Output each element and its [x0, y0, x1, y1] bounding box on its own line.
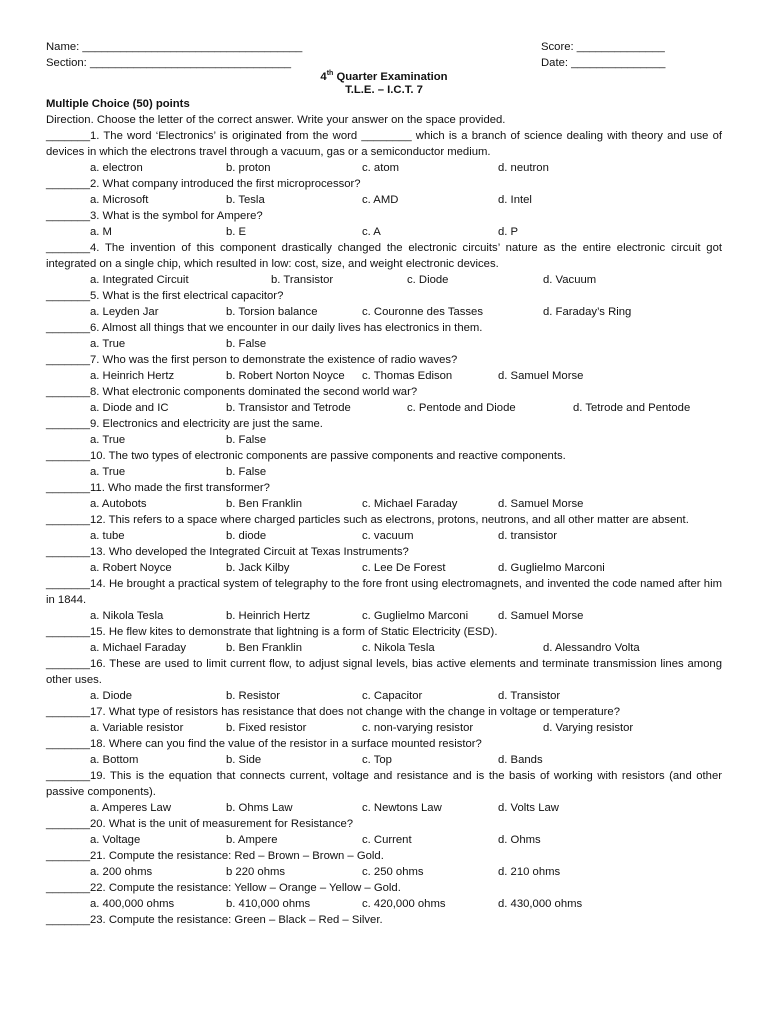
question-text: _______1. The word ‘Electronics’ is originated from the word ________ which is a branch of science dealing with theory and use of devices in which the electrons travel through a vacuum, gas or a semiconductor medium.	[46, 130, 722, 158]
answer-option: a. True	[90, 434, 126, 446]
question-text: _______16. These are used to limit current flow, to adjust signal levels, bias active elements and terminate transmission lines among other uses.	[46, 658, 722, 686]
answer-option: b. E	[226, 226, 247, 238]
answer-option: a. True	[90, 338, 126, 350]
answer-option: d. Samuel Morse	[498, 370, 584, 382]
answer-option: b. Tesla	[226, 194, 265, 206]
answer-options	[46, 896, 722, 912]
question-block	[46, 128, 722, 176]
answer-options	[46, 304, 722, 320]
question-text: _______15. He flew kites to demonstrate that lightning is a form of Static Electricity (ESD).	[46, 626, 498, 638]
answer-option: a. Diode and IC	[90, 402, 169, 414]
answer-option: b. Ampere	[226, 834, 278, 846]
section-title: Multiple Choice (50) points	[46, 98, 190, 110]
answer-option: b. False	[226, 434, 267, 446]
answer-option: a. Heinrich Hertz	[90, 370, 175, 382]
answer-options	[46, 560, 722, 576]
question-block	[46, 656, 722, 704]
answer-option: c. Capacitor	[362, 690, 423, 702]
question-block	[46, 480, 722, 512]
question-text: _______18. Where can you find the value of the resistor in a surface mounted resistor?	[46, 738, 482, 750]
answer-option: a. Amperes Law	[90, 802, 172, 814]
question-text: _______9. Electronics and electricity are just the same.	[46, 418, 323, 430]
answer-option: d. Guglielmo Marconi	[498, 562, 605, 574]
question-text: _______20. What is the unit of measurement for Resistance?	[46, 818, 354, 830]
answer-option: a. Leyden Jar	[90, 306, 159, 318]
answer-option: d. Varying resistor	[543, 722, 634, 734]
answer-option: b. False	[226, 338, 267, 350]
question-block	[46, 512, 722, 544]
answer-option: a. tube	[90, 530, 125, 542]
answer-option: c. vacuum	[362, 530, 414, 542]
answer-option: b 220 ohms	[226, 866, 286, 878]
answer-option: a. Bottom	[90, 754, 139, 766]
name-field: Name: ___________________________________	[46, 41, 303, 53]
question-text: _______5. What is the first electrical capacitor?	[46, 290, 284, 302]
question-text: _______2. What company introduced the first microprocessor?	[46, 178, 361, 190]
answer-option: a. True	[90, 466, 126, 478]
answer-options	[46, 528, 722, 544]
answer-option: b. Robert Norton Noyce	[226, 370, 345, 382]
answer-options	[46, 752, 722, 768]
answer-option: d. Faraday’s Ring	[543, 306, 632, 318]
answer-option: d. P	[498, 226, 519, 238]
answer-option: a. Robert Noyce	[90, 562, 172, 574]
question-block	[46, 704, 722, 736]
question-block	[46, 736, 722, 768]
answer-option: c. Pentode and Diode	[407, 402, 516, 414]
answer-option: b. Ohms Law	[226, 802, 293, 814]
answer-options	[46, 368, 722, 384]
question-block	[46, 576, 722, 624]
answer-option: b. diode	[226, 530, 267, 542]
exam-subject: T.L.E. – I.C.T. 7	[345, 84, 423, 96]
answer-option: c. Lee De Forest	[362, 562, 446, 574]
direction-text: Direction. Choose the letter of the correct answer. Write your answer on the space provided.	[46, 114, 506, 126]
answer-option: d. Tetrode and Pentode	[573, 402, 691, 414]
answer-option: d. Samuel Morse	[498, 498, 584, 510]
answer-option: c. Guglielmo Marconi	[362, 610, 469, 622]
answer-option: a. Diode	[90, 690, 133, 702]
answer-option: d. Intel	[498, 194, 532, 206]
answer-option: d. Bands	[498, 754, 543, 766]
answer-option: a. electron	[90, 162, 143, 174]
answer-option: b. Transistor and Tetrode	[226, 402, 351, 414]
question-text: _______12. This refers to a space where charged particles such as electrons, protons, neutrons, and all other matter are absent.	[46, 514, 689, 526]
answer-option: c. Newtons Law	[362, 802, 442, 814]
answer-option: b. Heinrich Hertz	[226, 610, 311, 622]
answer-option: a. M	[90, 226, 112, 238]
answer-option: c. Nikola Tesla	[362, 642, 435, 654]
answer-option: a. Microsoft	[90, 194, 149, 206]
answer-options	[46, 272, 722, 288]
answer-option: b. Resistor	[226, 690, 280, 702]
answer-option: d. neutron	[498, 162, 549, 174]
question-block	[46, 288, 722, 320]
answer-option: d. 210 ohms	[498, 866, 561, 878]
answer-option: d. Alessandro Volta	[543, 642, 640, 654]
answer-options	[46, 800, 722, 816]
answer-options	[46, 832, 722, 848]
answer-options	[46, 608, 722, 624]
answer-options	[46, 464, 722, 480]
answer-option: a. Integrated Circuit	[90, 274, 189, 286]
question-block	[46, 352, 722, 384]
answer-option: c. Diode	[407, 274, 449, 286]
answer-options	[46, 160, 722, 176]
exam-content	[46, 96, 722, 928]
answer-option: c. Couronne des Tasses	[362, 306, 483, 318]
answer-options	[46, 720, 722, 736]
answer-options	[46, 400, 722, 416]
question-text: _______6. Almost all things that we encounter in our daily lives has electronics in them.	[46, 322, 483, 334]
answer-option: d. 430,000 ohms	[498, 898, 583, 910]
answer-option: c. Top	[362, 754, 392, 766]
answer-option: a. Michael Faraday	[90, 642, 187, 654]
question-text: _______10. The two types of electronic components are passive components and reactive components.	[46, 450, 566, 462]
question-text: _______22. Compute the resistance: Yellow – Orange – Yellow – Gold.	[46, 882, 401, 894]
answer-option: b. Ben Franklin	[226, 642, 302, 654]
question-block	[46, 880, 722, 912]
score-field: Score: ______________	[541, 41, 665, 53]
answer-option: c. A	[362, 226, 381, 238]
question-text: _______3. What is the symbol for Ampere?	[46, 210, 263, 222]
answer-option: c. Thomas Edison	[362, 370, 453, 382]
answer-option: d. Ohms	[498, 834, 541, 846]
question-text: _______13. Who developed the Integrated Circuit at Texas Instruments?	[46, 546, 409, 558]
answer-option: c. 420,000 ohms	[362, 898, 446, 910]
question-block	[46, 416, 722, 448]
answer-option: a. Voltage	[90, 834, 141, 846]
question-block	[46, 624, 722, 656]
answer-options	[46, 224, 722, 240]
question-block	[46, 544, 722, 576]
question-text: _______4. The invention of this component drastically changed the electronic circuits’ nature as the entire electronic circuit got integrated on a single chip, which resulted in low: cost, size, and weight electronic devices.	[46, 242, 722, 270]
answer-option: b. 410,000 ohms	[226, 898, 311, 910]
exam-title: 4th Quarter Examination	[320, 70, 448, 83]
date-field: Date: _______________	[541, 57, 666, 69]
question-text: _______23. Compute the resistance: Green – Black – Red – Silver.	[46, 914, 383, 926]
answer-option: d. transistor	[498, 530, 558, 542]
question-block	[46, 848, 722, 880]
answer-option: d. Samuel Morse	[498, 610, 584, 622]
question-text: _______19. This is the equation that connects current, voltage and resistance and is the basis of working with resistors (and other passive components).	[46, 770, 722, 798]
question-block	[46, 240, 722, 288]
answer-option: b. proton	[226, 162, 271, 174]
question-text: _______7. Who was the first person to demonstrate the existence of radio waves?	[46, 354, 458, 366]
question-block	[46, 320, 722, 352]
question-text: _______17. What type of resistors has resistance that does not change with the change in voltage or temperature?	[46, 706, 620, 718]
answer-option: b. Jack Kilby	[226, 562, 290, 574]
answer-option: b. Ben Franklin	[226, 498, 302, 510]
answer-option: c. Current	[362, 834, 412, 846]
answer-option: b. False	[226, 466, 267, 478]
answer-option: a. 400,000 ohms	[90, 898, 175, 910]
answer-option: a. Variable resistor	[90, 722, 184, 734]
answer-options	[46, 432, 722, 448]
answer-options	[46, 640, 722, 656]
answer-options	[46, 192, 722, 208]
answer-option: b. Torsion balance	[226, 306, 318, 318]
answer-options	[46, 688, 722, 704]
answer-option: a. Autobots	[90, 498, 147, 510]
question-text: _______14. He brought a practical system of telegraphy to the fore front using electromagnets, and invented the code named after him in 1844.	[46, 578, 722, 606]
question-block	[46, 176, 722, 208]
answer-option: c. 250 ohms	[362, 866, 424, 878]
answer-option: b. Transistor	[271, 274, 334, 286]
question-text: _______21. Compute the resistance: Red – Brown – Brown – Gold.	[46, 850, 384, 862]
answer-options	[46, 864, 722, 880]
answer-option: c. AMD	[362, 194, 399, 206]
question-block	[46, 448, 722, 480]
answer-option: b. Fixed resistor	[226, 722, 307, 734]
question-block	[46, 912, 722, 928]
answer-option: a. 200 ohms	[90, 866, 153, 878]
question-block	[46, 816, 722, 848]
answer-options	[46, 336, 722, 352]
question-block	[46, 768, 722, 816]
section-field: Section: ________________________________	[46, 57, 292, 69]
answer-option: a. Nikola Tesla	[90, 610, 164, 622]
question-block	[46, 384, 722, 416]
answer-option: c. atom	[362, 162, 400, 174]
answer-option: d. Volts Law	[498, 802, 559, 814]
answer-options	[46, 496, 722, 512]
answer-option: b. Side	[226, 754, 262, 766]
question-text: _______11. Who made the first transformer?	[46, 482, 270, 494]
question-block	[46, 208, 722, 240]
answer-option: d. Transistor	[498, 690, 561, 702]
answer-option: c. non-varying resistor	[362, 722, 474, 734]
answer-option: c. Michael Faraday	[362, 498, 458, 510]
question-list	[46, 128, 722, 928]
question-text: _______8. What electronic components dominated the second world war?	[46, 386, 418, 398]
answer-option: d. Vacuum	[543, 274, 597, 286]
